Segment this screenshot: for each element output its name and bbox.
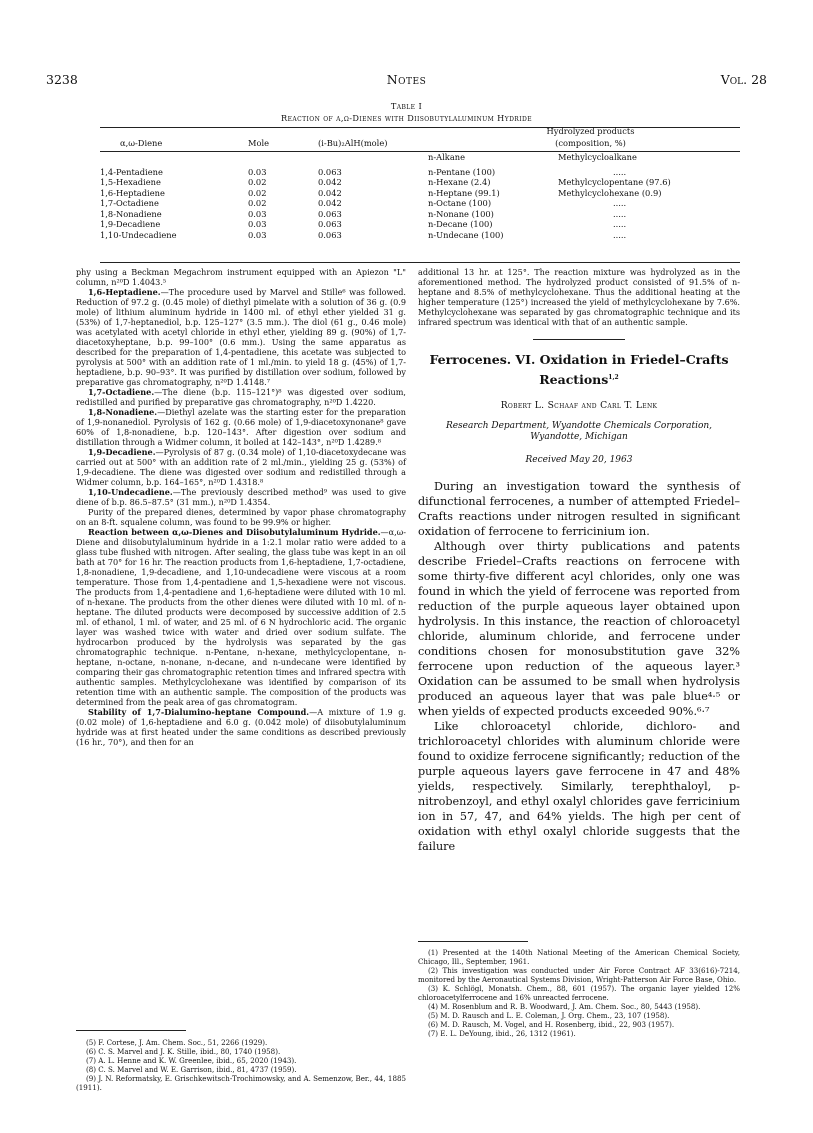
- subhead-decadiene: 1,9-Decadiene.: [88, 447, 156, 457]
- footnote: (7) A. L. Henne and K. W. Greenlee, ibid., 65, 2020 (1943).: [86, 1056, 297, 1065]
- footnote: (5) M. D. Rausch and L. E. Coleman, J. Org. Chem., 23, 107 (1958).: [428, 1011, 670, 1020]
- paragraph: [76, 527, 406, 707]
- col-header-products: Hydrolyzed products: [546, 126, 635, 136]
- table-caption: [0, 100, 813, 124]
- cell-diene: 1,4-Pentadiene: [100, 166, 163, 177]
- footnote: (2) This investigation was conducted under Air Force Contract AF 33(616)-7214, monitored by the Aeronautical Systems Division, Wright-Patterson Air Force Base, Ohio.: [418, 966, 740, 984]
- sub-header-cyclo: Methylcycloalkane: [558, 152, 637, 162]
- footnotes-right: [418, 948, 740, 1038]
- col-header-composition: (composition, %): [555, 138, 626, 148]
- paragraph: [76, 447, 406, 487]
- left-column: [76, 267, 406, 747]
- footnote: (4) M. Rosenblum and R. B. Woodward, J. Am. Chem. Soc., 80, 5443 (1958).: [428, 1002, 701, 1011]
- col-header-diene: α,ω-Diene: [120, 138, 163, 148]
- cell-alkane: n-Heptane (99.1): [428, 187, 500, 198]
- table-row: [100, 209, 753, 220]
- cell-hydride: 0.063: [318, 166, 342, 177]
- divider-line: [533, 339, 625, 340]
- table-row: [100, 167, 753, 178]
- cell-alkane: n-Undecane (100): [428, 229, 504, 240]
- paragraph: Although over thirty publications and patents describe Friedel–Crafts reactions on ferrocene with some thirty-five different acyl chlorides, only one was found in which the yield of ferrocene was reported from reduction of the purple aqueous layer obtained upon hydrolysis. In this instance, the reaction of chloroacetyl chloride, aluminum chloride, and ferrocene under conditions chosen for monosubstitution gave 32% ferrocene upon reduction of the aqueous layer.³ Oxidation can be assumed to be small when hydrolysis produced an aqueous layer that was pale blue⁴·⁵ or when yields of expected products exceeded 90%.⁶·⁷: [418, 540, 740, 719]
- subhead-reaction: Reaction between α,ω-Dienes and Diisobutylaluminum Hydride.: [88, 527, 381, 537]
- cell-cyclo: Methylcyclopentane (97.6): [558, 177, 671, 187]
- cell-hydride: 0.042: [318, 177, 342, 187]
- footnote: (5) F. Cortese, J. Am. Chem. Soc., 51, 2266 (1929).: [86, 1038, 268, 1047]
- footnote: (1) Presented at the 140th National Meeting of the American Chemical Society, Chicago, Ill., September, 1961.: [418, 948, 740, 966]
- cell-cyclo: .....: [613, 229, 627, 240]
- paragraph-text: —The diene (b.p. 115–121°)⁸ was digested over sodium, redistilled and purified by preparative gas chromatography, n²⁰D 1.4220.: [76, 387, 406, 407]
- paragraph: [76, 707, 406, 747]
- cell-cyclo: .....: [613, 219, 627, 229]
- cell-diene: 1,7-Octadiene: [100, 198, 159, 208]
- title-line-2: [418, 369, 740, 389]
- title-line-1: Ferrocenes. VI. Oxidation in Friedel–Crafts: [429, 352, 729, 367]
- footnote: (6) M. D. Rausch, M. Vogel, and H. Rosenberg, ibid., 22, 903 (1957).: [428, 1020, 675, 1029]
- article-title: [418, 351, 740, 389]
- cell-alkane: n-Nonane (100): [428, 208, 494, 219]
- section-name: Notes: [386, 72, 427, 87]
- section-divider: [418, 327, 740, 351]
- cell-hydride: 0.042: [318, 198, 342, 208]
- cell-alkane: n-Pentane (100): [428, 166, 496, 177]
- col-header-hydride: (i-Bu)₂AlH(mole): [318, 138, 388, 148]
- paragraph: phy using a Beckman Megachrom instrument equipped with an Apiezon "L" column, n²⁰D 1.4043.⁵: [76, 267, 406, 287]
- cell-cyclo: .....: [613, 198, 627, 208]
- col-header-mole: Mole: [248, 138, 270, 148]
- affiliation-line: Research Department, Wyandotte Chemicals Corporation,: [445, 421, 713, 432]
- subhead-octadiene: 1,7-Octadiene.: [88, 387, 155, 397]
- footnote: (3) K. Schlögl, Monatsh. Chem., 88, 601 (1957). The organic layer yielded 12% chloroacetylferrocene and 16% unreacted ferrocene.: [418, 984, 740, 1002]
- cell-diene: 1,9-Decadiene: [100, 219, 161, 229]
- footnote: (6) C. S. Marvel and J. K. Stille, ibid., 80, 1740 (1958).: [86, 1047, 281, 1056]
- cell-mole: 0.03: [248, 219, 267, 229]
- paragraph: [76, 387, 406, 407]
- cell-diene: 1,10-Undecadiene: [100, 229, 177, 240]
- paragraph: [76, 287, 406, 387]
- results-table: [100, 126, 753, 240]
- paragraph: [76, 487, 406, 507]
- table-title: Reaction of α,ω-Dienes with Diisobutylaluminum Hydride: [281, 113, 532, 123]
- cell-diene: 1,6-Heptadiene: [100, 187, 165, 198]
- cell-hydride: 0.063: [318, 229, 342, 240]
- paragraph: During an investigation toward the synthesis of difunctional ferrocenes, a number of attempted Friedel–Crafts reactions under nitrogen resulted in significant oxidation of ferrocene to ferricinium ion.: [418, 480, 740, 539]
- cell-mole: 0.02: [248, 198, 267, 208]
- table-row: [100, 230, 753, 241]
- paragraph-text: —The procedure used by Marvel and Stille⁶ was followed. Reduction of 97.2 g. (0.45 mole) of diethyl pimelate with a solution of 36 g. (0.9 mole) of lithium aluminum hydride in 1400 ml. of ethyl ether yielded 31 g. (53%) of 1,7-heptanediol, b.p. 125–127° (3.5 mm.). The diol (61 g., 0.46 mole) was acetylated with acetyl chloride in ethyl ether, yielding 89 g. (90%) of 1,7-diacetoxyheptane, b.p. 99–100° (0.6 mm.). Using the same apparatus as described for the preparation of 1,4-pentadiene, this acetate was subjected to pyrolysis at 500° with an addition rate of 1 ml./min. to yield 18 g. (45%) of 1,7-heptadiene, b.p. 90–93°. It was purified by distillation over sodium, followed by preparative gas chromatography, n²⁰D 1.4148.⁷: [76, 287, 406, 387]
- cell-mole: 0.03: [248, 229, 267, 240]
- cell-alkane: n-Octane (100): [428, 198, 492, 208]
- subhead-stability: Stability of 1,7-Dialumino-heptane Compound.: [88, 707, 310, 717]
- footnote-rule-left: [76, 1030, 186, 1031]
- cell-cyclo: Methylcyclohexane (0.9): [558, 187, 662, 198]
- affiliation-line: Wyandotte, Michigan: [530, 432, 628, 443]
- footnotes-left: [76, 1038, 406, 1092]
- cell-mole: 0.02: [248, 187, 267, 198]
- article-body: [418, 479, 740, 854]
- table-row: [100, 198, 753, 209]
- title-footnote-mark: 1,2: [608, 374, 619, 381]
- received-date: Received May 20, 1963: [525, 455, 633, 466]
- cell-mole: 0.03: [248, 208, 267, 219]
- paragraph: additional 13 hr. at 125°. The reaction mixture was hydrolyzed as in the aforementioned method. The hydrolyzed product consisted of 91.5% of n-heptane and 8.5% of methylcyclohexane. Thus the additional heating at the higher temperature (125°) increased the yield of methylcyclohexane by 7.6%. Methylcyclohexane was separated by gas chromatographic technique and its infrared spectrum was identical with that of an authentic sample.: [418, 267, 740, 327]
- paragraph: [76, 407, 406, 447]
- cell-cyclo: .....: [613, 166, 627, 177]
- subhead-undecadiene: 1,10-Undecadiene.: [88, 487, 173, 497]
- paragraph-text: —A mixture of 1.9 g. (0.02 mole) of 1,6-heptadiene and 6.0 g. (0.042 mole) of diisobutylaluminum hydride was at first heated under the same conditions as described previously (16 hr., 70°), and then for an: [76, 707, 406, 747]
- table-row: [100, 188, 753, 199]
- volume-label: Vol. 28: [720, 72, 767, 87]
- paragraph-text: —Pyrolysis of 87 g. (0.34 mole) of 1,10-diacetoxydecane was carried out at 500° with an addition rate of 2 ml./min., yielding 25 g. (53%) of 1,9-decadiene. The diene was digested over sodium and redistilled through a Widmer column, b.p. 164–165°, n²⁰D 1.4318.⁸: [76, 447, 406, 487]
- sub-header-alkane: n-Alkane: [428, 152, 466, 162]
- footnote-rule-right: [418, 941, 528, 942]
- footnote: (9) J. N. Reformatsky, E. Grischkewitsch-Trochimowsky, and A. Semenzow, Ber., 44, 1885 (1911).: [76, 1074, 406, 1092]
- cell-hydride: 0.063: [318, 208, 342, 219]
- table-row: [100, 177, 753, 188]
- paragraph-text: —The previously described method⁹ was used to give diene of b.p. 86.5–87.5° (31 mm.), n²⁰D 1.4354.: [76, 487, 406, 507]
- right-column: [418, 267, 740, 854]
- table-bottom-rule: [100, 262, 740, 263]
- footnote: (7) E. L. DeYoung, ibid., 26, 1312 (1961).: [428, 1029, 576, 1038]
- cell-hydride: 0.063: [318, 219, 342, 229]
- paragraph-text: —α,ω-Diene and diisobutylaluminum hydride in a 1:2.1 molar ratio were added to a glass tube flushed with nitrogen. After sealing, the glass tube was kept in an oil bath at 70° for 16 hr. The reaction products from 1,6-heptadiene, 1,7-octadiene, 1,8-nonadiene, 1,9-decadiene, and 1,10-undecadiene were viscous at a room temperature. Those from 1,4-pentadiene and 1,5-hexadiene were not viscous. The products from 1,4-pentadiene and 1,6-heptadiene were diluted with 10 ml. of n-hexane. The products from the other dienes were diluted with 10 ml. of n-heptane. The diluted products were decomposed by successive addition of 2.5 ml. of ethanol, 1 ml. of water, and 25 ml. of 6 N hydrochloric acid. The organic layer was washed twice with water and dried over sodium sulfate. The hydrocarbon produced by the hydrolysis was separated by the gas chromatographic technique. n-Pentane, n-hexane, methylcyclopentane, n-heptane, n-octane, n-nonane, n-decane, and n-undecane were identified by comparing their gas chromatographic retention times and infrared spectra with authentic samples. Methylcyclohexane was identified by comparison of its retention time with an authentic sample. The composition of the products was determined from the peak area of gas chromatogram.: [76, 527, 406, 707]
- cell-alkane: n-Hexane (2.4): [428, 177, 491, 187]
- cell-diene: 1,5-Hexadiene: [100, 177, 161, 187]
- cell-hydride: 0.042: [318, 187, 342, 198]
- page-number: 3238: [46, 72, 78, 87]
- subhead-heptadiene: 1,6-Heptadiene.: [88, 287, 161, 297]
- affiliation: [418, 421, 740, 443]
- authors: Robert L. Schaaf and Carl T. Lenk: [500, 400, 658, 412]
- cell-mole: 0.03: [248, 166, 267, 177]
- cell-mole: 0.02: [248, 177, 267, 187]
- cell-cyclo: .....: [613, 208, 627, 219]
- table-row: [100, 219, 753, 230]
- table-label: Table I: [390, 101, 423, 111]
- footnote: (8) C. S. Marvel and W. E. Garrison, ibid., 81, 4737 (1959).: [86, 1065, 297, 1074]
- cell-diene: 1,8-Nonadiene: [100, 208, 162, 219]
- paragraph-text: —Diethyl azelate was the starting ester for the preparation of 1,9-nonanediol. Pyrolysis of 162 g. (0.66 mole) of 1,9-diacetoxynonane⁸ gave 60% of 1,8-nonadiene, b.p. 120–143°. After digestion over sodium and distillation through a Widmer column, it boiled at 142–143°, n²⁰D 1.4289.⁸: [76, 407, 406, 447]
- running-header: [46, 72, 767, 88]
- cell-alkane: n-Decane (100): [428, 219, 493, 229]
- paragraph: Purity of the prepared dienes, determined by vapor phase chromatography on an 8-ft. squalene column, was found to be 99.9% or higher.: [76, 507, 406, 527]
- paragraph: Like chloroacetyl chloride, dichloro- and trichloroacetyl chlorides with aluminum chloride were found to oxidize ferrocene significantly; reduction of the purple aqueous layers gave ferrocene in 47 and 48% yields, respectively. Similarly, terephthaloyl, p-nitrobenzoyl, and ethyl oxalyl chlorides gave ferricinium ion in 57, 47, and 64% yields. The high per cent of oxidation with ethyl oxalyl chloride suggests that the failure: [418, 720, 740, 854]
- table-header-rule: [100, 151, 740, 152]
- subhead-nonadiene: 1,8-Nonadiene.: [88, 407, 158, 417]
- title-text: Reactions: [539, 372, 609, 388]
